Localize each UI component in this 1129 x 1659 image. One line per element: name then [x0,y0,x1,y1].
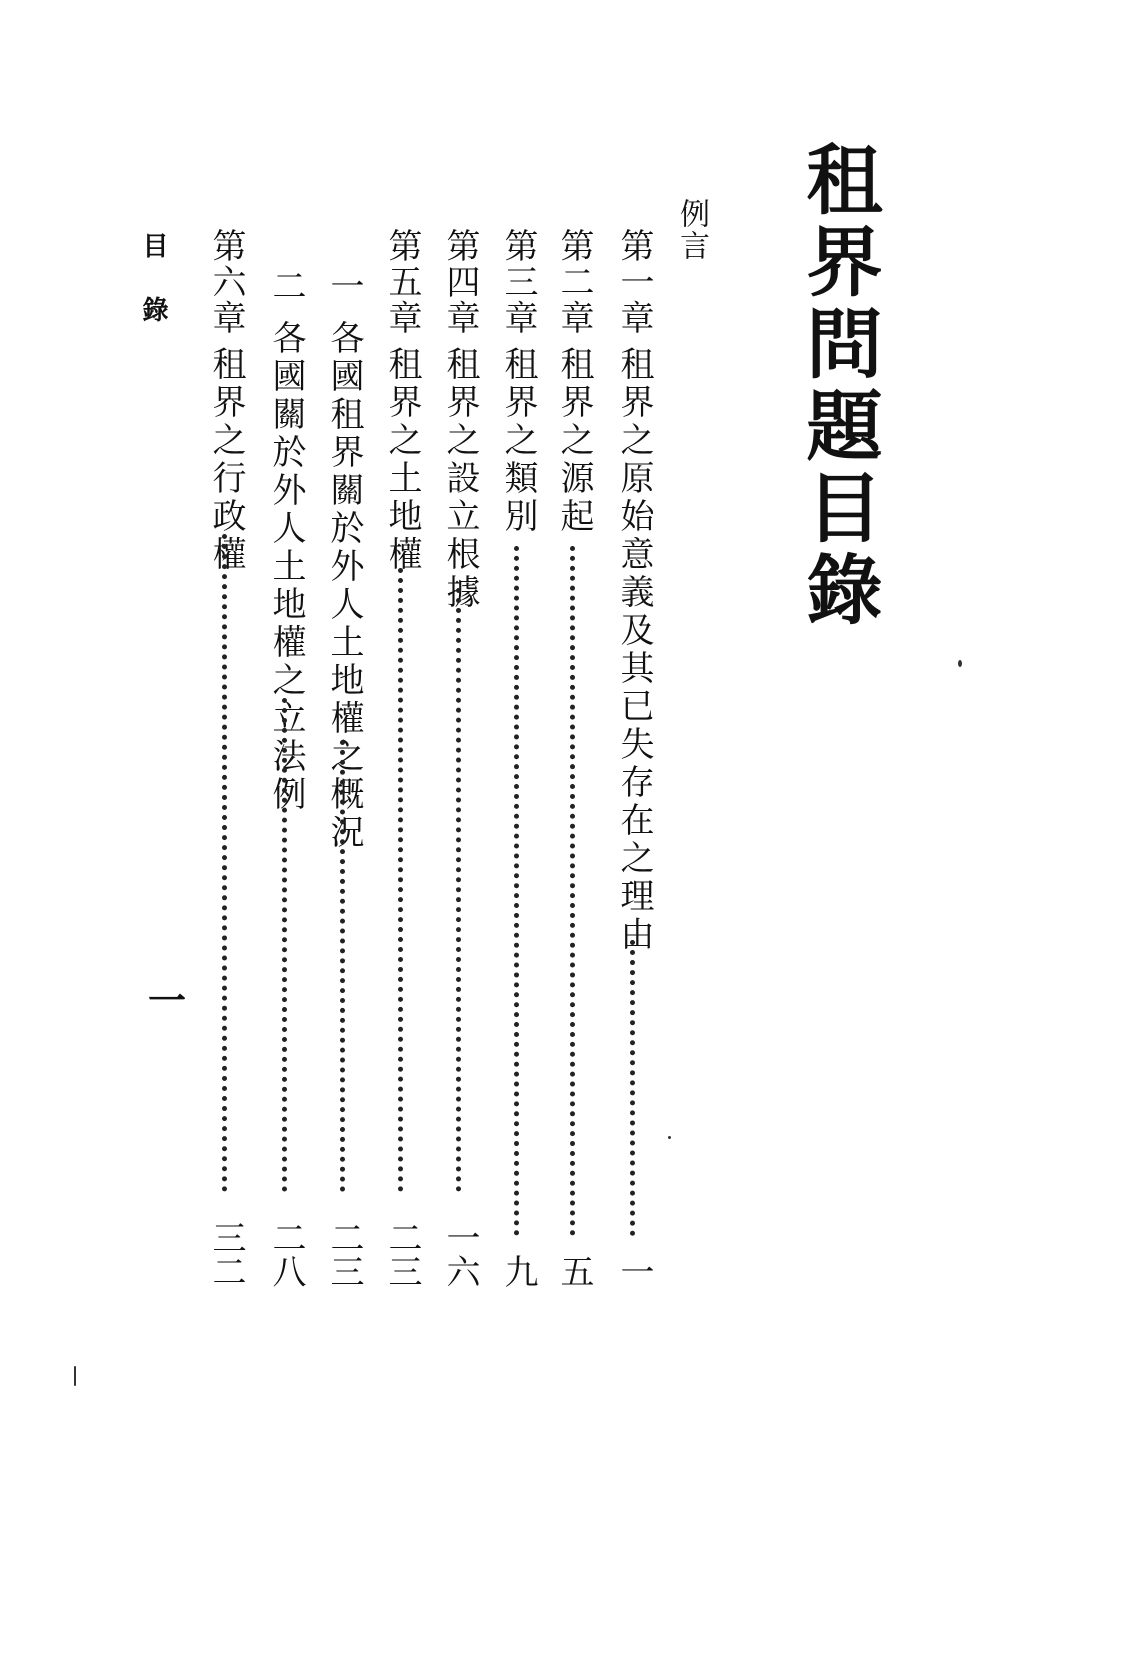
toc-entry-page: 二三 [382,1220,422,1288]
toc-entry-chapter-1[interactable] [612,228,656,1288]
toc-leader-dots [630,940,641,1236]
toc-entry-chapter-6[interactable] [204,228,248,1288]
toc-leader-dots [570,546,581,1236]
scan-speck [74,1366,76,1386]
toc-leader-dots [456,588,467,1192]
toc-entry-page: 二三 [324,1220,364,1288]
scan-speck [668,1136,671,1139]
running-footer-label: 目錄 [138,232,168,360]
toc-entry-section-2[interactable] [264,228,308,1288]
toc-entry-page: 五 [554,1254,594,1288]
toc-entry-number: 第五章 [382,228,422,336]
toc-entry-page: 三二 [206,1220,246,1288]
toc-preface: 例言 [674,198,709,262]
toc-entry-number: 二 [266,268,306,304]
toc-entry-chapter-2[interactable] [552,228,596,1288]
toc-entry-title: 租界之原始意義及其已失存在之理由 [614,346,654,954]
toc-entry-number: 一 [324,268,364,304]
toc-entry-title: 租界之行政權 [206,346,246,574]
toc-leader-dots [222,534,233,1192]
toc-leader-dots [514,546,525,1236]
toc-entry-number: 第四章 [440,228,480,336]
toc-entry-page: 九 [498,1254,538,1288]
toc-entry-title: 各國關於外人土地權之立法例 [266,320,306,814]
toc-entry-section-1[interactable] [322,228,366,1288]
toc-leader-dots [282,698,293,1192]
toc-leader-dots [340,740,351,1192]
toc-entry-chapter-3[interactable] [496,228,540,1288]
toc-entry-page: 一 [614,1254,654,1288]
page-number: 一 [148,978,187,1023]
toc-entry-title: 租界之土地權 [382,346,422,574]
toc-leader-dots [398,568,409,1192]
toc-entry-number: 第二章 [554,228,594,336]
toc-entry-number: 第六章 [206,228,246,336]
toc-entry-title: 各國租界關於外人土地權之概況 [324,320,364,852]
toc-entry-page: 二八 [266,1220,306,1288]
toc-entry-page: 一六 [440,1220,480,1288]
toc-entry-title: 租界之設立根據 [440,346,480,612]
toc-entry-title: 租界之源起 [554,346,594,536]
toc-entry-number: 第三章 [498,228,538,336]
toc-entry-chapter-5[interactable] [380,228,424,1288]
toc-entry-number: 第一章 [614,228,654,336]
scan-speck [958,660,962,667]
page-title: 租界問題目錄 [794,140,883,632]
toc-entry-title: 租界之類別 [498,346,538,536]
toc-entry-chapter-4[interactable] [438,228,482,1288]
